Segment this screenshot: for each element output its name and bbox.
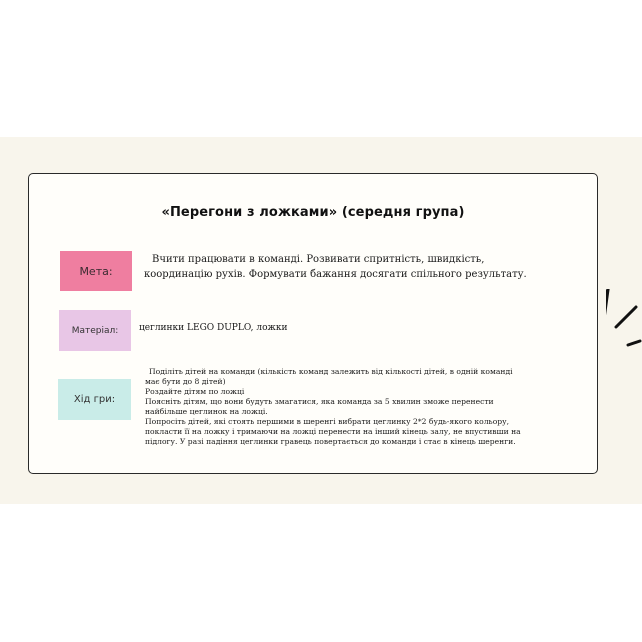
game-card (28, 173, 598, 474)
slide (0, 137, 642, 504)
material-label (59, 310, 131, 351)
steps-line: Поділіть дітей на команди (кількість команд залежить від кількості дітей, в одній команді (149, 367, 513, 376)
goal-text-line: Вчити працювати в команді. Розвивати спритність, швидкість, (152, 254, 485, 265)
steps-line: Роздайте дітям по ложці (145, 387, 245, 396)
steps-label (58, 379, 131, 420)
goal-label (60, 251, 132, 291)
steps-line: найбільше цеглинок на ложці. (145, 407, 268, 416)
steps-text (145, 367, 593, 447)
sparkle-strokes-icon (606, 289, 642, 349)
steps-line: покласти її на ложку і тримаючи на ложці перенести на інший кінець залу, не впустивши на (145, 427, 521, 436)
steps-line: підлогу. У разі падіння цеглинки гравець повертається до команди і стає в кінець шеренги. (145, 437, 516, 446)
steps-line: має бути до 8 дітей) (145, 377, 226, 386)
material-label-text: Матеріал: (71, 325, 119, 336)
steps-line: Поясніть дітям, що вони будуть змагатися, яка команда за 5 хвилин зможе перенести (145, 397, 494, 406)
goal-text (144, 252, 544, 282)
material-text: цеглинки LEGO DUPLO, ложки (139, 323, 288, 333)
goal-label-text: Мета: (79, 264, 113, 278)
steps-label-text: Хід гри: (73, 394, 116, 405)
card-title: «Перегони з ложками» (середня група) (161, 205, 465, 220)
steps-line: Попросіть дітей, які стоять першими в шеренгі вибрати цеглинку 2*2 будь-якого кольору, (145, 417, 510, 426)
goal-text-line: координацію рухів. Формувати бажання досягати спільного результату. (144, 269, 527, 280)
